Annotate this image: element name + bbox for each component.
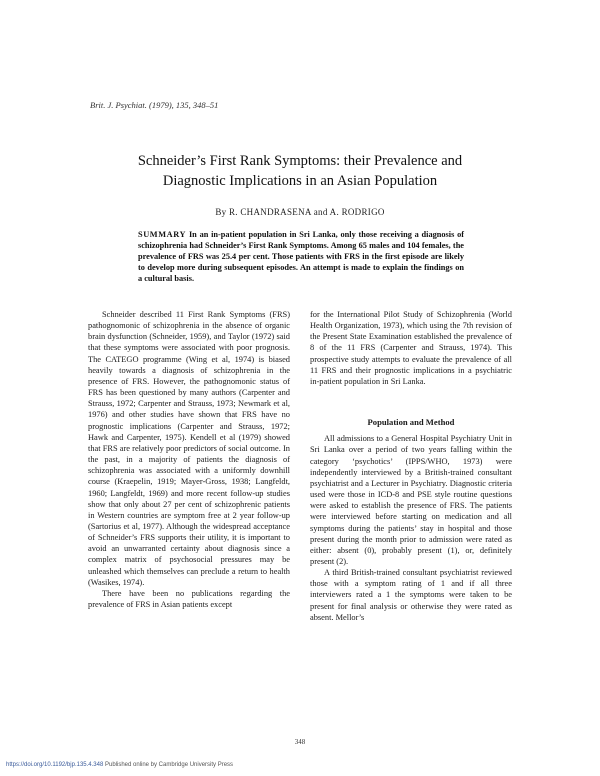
doi-link[interactable]: https://doi.org/10.1192/bjp.135.4.348 <box>6 762 104 768</box>
article-title <box>70 151 530 191</box>
summary-text: In an in-patient population in Sri Lanka, only those receiving a diagnosis of schizophrenia had Schneider’s First Rank Symptoms. Among 65 males and 104 females, the prevalence of FRS was 25.4 per cent. Those patients with FRS in the first episode are likely to develop more during subsequent episodes. An attempt is made to explain the findings on a cultural basis. <box>138 230 464 284</box>
body-paragraph: A third British-trained consultant psychiatrist reviewed those with a symptom rating of 1 and if all three interviewers rated a 1 the symptoms were taken to be present for final analysis or otherwise they were rated as absent. Mellor’s <box>310 568 512 622</box>
page-number: 348 <box>294 738 306 746</box>
body-paragraph: There have been no publications regarding the prevalence of FRS in Asian patients except <box>88 588 290 610</box>
journal-citation: Brit. J. Psychiat. (1979), 135, 348–51 <box>90 100 219 110</box>
summary-abstract <box>138 229 464 284</box>
left-column <box>88 309 290 610</box>
title-line-1: Schneider’s First Rank Symptoms: their Prevalence and <box>137 153 463 169</box>
section-heading-population-method: Population and Method <box>367 417 455 428</box>
body-paragraph: Schneider described 11 First Rank Symptoms (FRS) pathognomonic of schizophrenia in the absence of organic brain dysfunction (Schneider, 1959), and Taylor (1972) said that these symptoms were associated with poor prognosis. The CATEGO programme (Wing et al, 1974) is biased heavily towards a diagnosis of schizophrenia in the presence of FRS. However, the pathognomonic status of FRS has been questioned by many authors (Carpenter and Strauss, 1972; Carpenter and Strauss, 1973; Newmark et al, 1976) and other studies have shown that FRS have no prognostic implications (Carpenter and Strauss, 1972; Hawk and Carpenter, 1975). Kendell et al (1979) showed that FRS are relatively poor predictors of social outcome. In the past, in a majority of patients the diagnosis of schizophrenia was associated with a uniformly downhill course (Kraepelin, 1919; Mayer-Gross, 1938; Langfeldt, 1960; Langfeldt, 1969) and more recent follow-up studies show that only about 27 per cent of schizophrenic patients in Western countries are symptom free at 2 year follow-up (Sartorius et al, 1977). Although the widespread acceptance of Schneider’s FRS supports their utility, it is important to avoid an unwarranted certainty about diagnosis since a complex matrix of psychosocial pressures may be unleashed which themselves can preclude a return to health (Wasikes, 1974). <box>88 310 290 587</box>
body-paragraph: All admissions to a General Hospital Psychiatry Unit in Sri Lanka over a period of two years falling within the category ‘psychotics’ (IPPS/WHO, 1973) were independently interviewed by a British-trained consultant psychiatrist and a Lecturer in Psychiatry. Diagnostic criteria used were those in ICD-8 and PSE style routine questions were asked to establish the presence of FRS. The patients were interviewed before starting on medication and all symptoms during the patients’ stay in hospital and those present during the month prior to admission were rated as either: absent (0), probably present (1), or, definitely present (2). <box>310 434 512 566</box>
title-line-2: Diagnostic Implications in an Asian Population <box>162 173 438 189</box>
footer-doi <box>6 762 233 768</box>
article-authors: By R. CHANDRASENA and A. RODRIGO <box>215 207 385 217</box>
summary-label: SUMMARY <box>138 230 187 239</box>
published-online-text: Published online by Cambridge University Press <box>103 762 234 768</box>
body-paragraph: for the International Pilot Study of Schizophrenia (World Health Organization, 1973), which using the 7th revision of the Present State Examination established the prevalence of 8 of the 11 FRS (Carpenter and Strauss, 1974). This prospective study attempts to evaluate the prevalence of all 11 FRS and their prognostic implications in a psychiatric in-patient population in Sri Lanka. <box>310 310 512 386</box>
right-column <box>310 309 512 623</box>
